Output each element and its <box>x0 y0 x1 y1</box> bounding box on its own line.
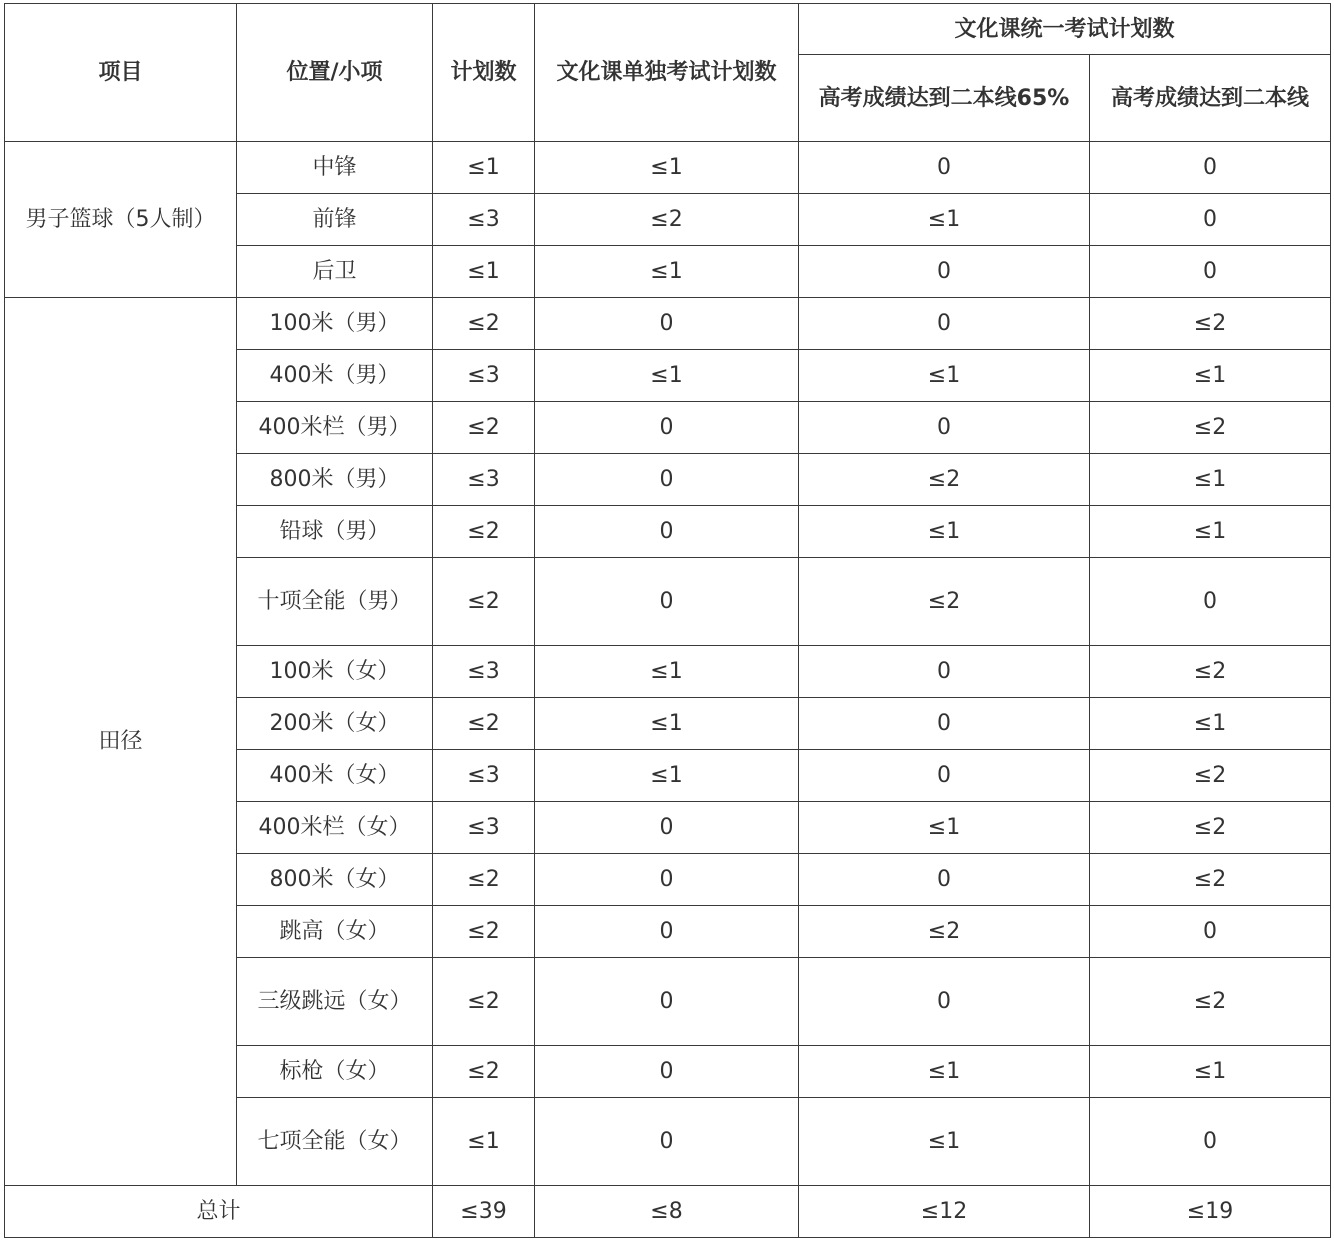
total-plan: ≤39 <box>433 1186 535 1238</box>
cell-sub2: ≤2 <box>1090 298 1331 350</box>
cell-plan: ≤2 <box>433 506 535 558</box>
cell-plan: ≤2 <box>433 854 535 906</box>
cell-separate: 0 <box>535 1046 799 1098</box>
cell-sub1: ≤1 <box>799 1098 1090 1186</box>
cell-separate: ≤2 <box>535 194 799 246</box>
total-sub1: ≤12 <box>799 1186 1090 1238</box>
cell-sub1: ≤1 <box>799 194 1090 246</box>
table-row <box>5 298 1331 350</box>
cell-sub1: 0 <box>799 142 1090 194</box>
cell-position: 跳高（女） <box>237 906 433 958</box>
cell-sub1: 0 <box>799 750 1090 802</box>
cell-separate: 0 <box>535 1098 799 1186</box>
cell-position: 100米（男） <box>237 298 433 350</box>
cell-separate: 0 <box>535 854 799 906</box>
cell-sub1: 0 <box>799 646 1090 698</box>
cell-sub1: 0 <box>799 958 1090 1046</box>
cell-separate: ≤1 <box>535 350 799 402</box>
header-row <box>5 4 1331 55</box>
cell-plan: ≤1 <box>433 142 535 194</box>
cell-plan: ≤3 <box>433 454 535 506</box>
cell-sub1: 0 <box>799 698 1090 750</box>
cell-separate: 0 <box>535 454 799 506</box>
cell-position: 十项全能（男） <box>237 558 433 646</box>
cell-plan: ≤2 <box>433 906 535 958</box>
cell-sub2: ≤2 <box>1090 958 1331 1046</box>
cell-separate: 0 <box>535 906 799 958</box>
cell-plan: ≤2 <box>433 558 535 646</box>
table-row <box>5 142 1331 194</box>
cell-plan: ≤1 <box>433 1098 535 1186</box>
cell-sub1: ≤2 <box>799 454 1090 506</box>
cell-position: 后卫 <box>237 246 433 298</box>
cell-plan: ≤2 <box>433 958 535 1046</box>
cell-position: 中锋 <box>237 142 433 194</box>
cell-position: 铅球（男） <box>237 506 433 558</box>
cell-plan: ≤2 <box>433 1046 535 1098</box>
cell-plan: ≤3 <box>433 646 535 698</box>
cell-plan: ≤2 <box>433 402 535 454</box>
cell-sub1: ≤1 <box>799 506 1090 558</box>
cell-sub2: ≤1 <box>1090 1046 1331 1098</box>
cell-sub1: 0 <box>799 298 1090 350</box>
cell-sub1: ≤2 <box>799 558 1090 646</box>
cell-plan: ≤3 <box>433 194 535 246</box>
cell-separate: ≤1 <box>535 246 799 298</box>
cell-separate: 0 <box>535 506 799 558</box>
cell-sub1: 0 <box>799 246 1090 298</box>
cell-sub2: 0 <box>1090 558 1331 646</box>
cell-separate: 0 <box>535 298 799 350</box>
cell-separate: 0 <box>535 402 799 454</box>
header-position: 位置/小项 <box>237 4 433 142</box>
cell-position: 400米（女） <box>237 750 433 802</box>
cell-position: 100米（女） <box>237 646 433 698</box>
group-basketball: 男子篮球（5人制） <box>5 142 237 298</box>
cell-position: 200米（女） <box>237 698 433 750</box>
cell-position: 400米栏（男） <box>237 402 433 454</box>
cell-sub1: 0 <box>799 402 1090 454</box>
cell-sub1: ≤1 <box>799 1046 1090 1098</box>
cell-position: 800米（女） <box>237 854 433 906</box>
total-separate: ≤8 <box>535 1186 799 1238</box>
cell-separate: ≤1 <box>535 750 799 802</box>
cell-separate: ≤1 <box>535 698 799 750</box>
cell-position: 标枪（女） <box>237 1046 433 1098</box>
cell-plan: ≤2 <box>433 298 535 350</box>
cell-plan: ≤3 <box>433 750 535 802</box>
cell-plan: ≤1 <box>433 246 535 298</box>
cell-sub2: 0 <box>1090 1098 1331 1186</box>
cell-sub2: ≤2 <box>1090 402 1331 454</box>
cell-separate: 0 <box>535 558 799 646</box>
header-item: 项目 <box>5 4 237 142</box>
cell-plan: ≤3 <box>433 802 535 854</box>
header-sub-line: 高考成绩达到二本线 <box>1090 55 1331 142</box>
header-sub-65: 高考成绩达到二本线65% <box>799 55 1090 142</box>
cell-sub1: ≤2 <box>799 906 1090 958</box>
header-unified-exam: 文化课统一考试计划数 <box>799 4 1331 55</box>
cell-separate: 0 <box>535 958 799 1046</box>
cell-sub2: ≤2 <box>1090 802 1331 854</box>
cell-sub2: ≤1 <box>1090 350 1331 402</box>
quota-table <box>4 3 1331 1238</box>
cell-plan: ≤3 <box>433 350 535 402</box>
cell-sub2: 0 <box>1090 142 1331 194</box>
cell-position: 800米（男） <box>237 454 433 506</box>
cell-sub1: ≤1 <box>799 350 1090 402</box>
cell-separate: 0 <box>535 802 799 854</box>
cell-sub1: ≤1 <box>799 802 1090 854</box>
cell-sub2: ≤1 <box>1090 454 1331 506</box>
cell-position: 七项全能（女） <box>237 1098 433 1186</box>
cell-position: 前锋 <box>237 194 433 246</box>
cell-separate: ≤1 <box>535 646 799 698</box>
cell-separate: ≤1 <box>535 142 799 194</box>
cell-sub2: 0 <box>1090 194 1331 246</box>
total-row <box>5 1186 1331 1238</box>
cell-position: 400米（男） <box>237 350 433 402</box>
group-track: 田径 <box>5 298 237 1186</box>
header-plan: 计划数 <box>433 4 535 142</box>
cell-sub2: ≤1 <box>1090 506 1331 558</box>
cell-position: 400米栏（女） <box>237 802 433 854</box>
cell-sub2: ≤2 <box>1090 646 1331 698</box>
cell-plan: ≤2 <box>433 698 535 750</box>
total-sub2: ≤19 <box>1090 1186 1331 1238</box>
cell-sub2: ≤2 <box>1090 854 1331 906</box>
header-separate-exam: 文化课单独考试计划数 <box>535 4 799 142</box>
cell-position: 三级跳远（女） <box>237 958 433 1046</box>
cell-sub2: ≤1 <box>1090 698 1331 750</box>
cell-sub1: 0 <box>799 854 1090 906</box>
cell-sub2: 0 <box>1090 246 1331 298</box>
cell-sub2: 0 <box>1090 906 1331 958</box>
total-label: 总计 <box>5 1186 433 1238</box>
cell-sub2: ≤2 <box>1090 750 1331 802</box>
